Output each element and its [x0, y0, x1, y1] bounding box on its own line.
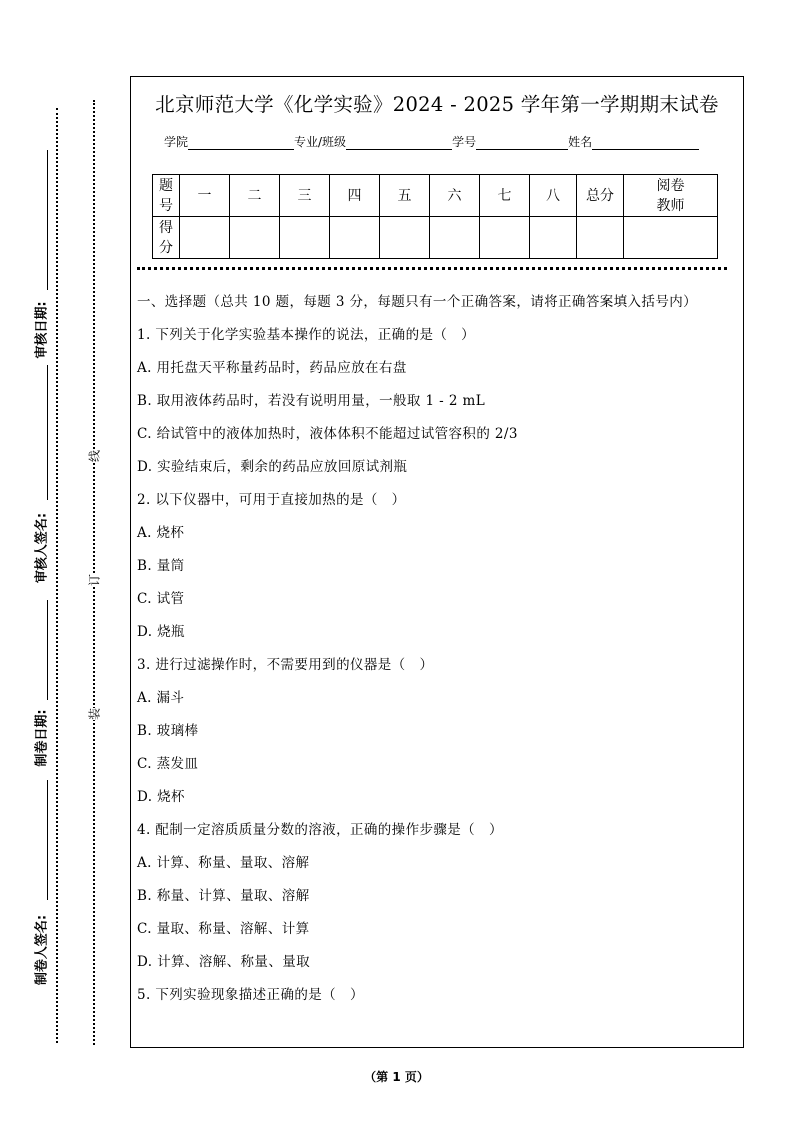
score-cell[interactable] [380, 217, 430, 259]
question-stem: 3. 进行过滤操作时，不需要用到的仪器是（ ） [137, 657, 434, 673]
question-stem: 2. 以下仪器中，可用于直接加热的是（ ） [137, 492, 406, 508]
student-info-line [164, 133, 699, 150]
column-total: 总分 [577, 175, 624, 217]
student-id-blank[interactable] [476, 136, 568, 150]
option: B. 量筒 [137, 558, 185, 574]
score-cell[interactable] [280, 217, 330, 259]
option: D. 烧瓶 [137, 624, 185, 640]
paper-date-line [47, 600, 48, 700]
score-row-header: 得 分 [153, 217, 180, 259]
option: D. 烧杯 [137, 789, 185, 805]
exam-paper-frame [130, 76, 744, 1048]
question-number-header: 题 号 [153, 175, 180, 217]
column-4: 四 [330, 175, 380, 217]
page-number: （第 1 页） [364, 1070, 429, 1084]
option: D. 计算、溶解、称量、量取 [137, 954, 311, 970]
header-separator [137, 267, 727, 270]
score-cell[interactable] [430, 217, 480, 259]
option: C. 给试管中的液体加热时，液体体积不能超过试管容积的 2/3 [137, 426, 518, 442]
column-7: 七 [480, 175, 530, 217]
score-cell[interactable] [330, 217, 380, 259]
score-table-score-row [153, 217, 718, 259]
column-3: 三 [280, 175, 330, 217]
reviewer-header: 阅卷 教师 [624, 175, 718, 217]
exam-title: 北京师范大学《化学实验》2024 - 2025 学年第一学期期末试卷 [155, 93, 719, 116]
option: C. 蒸发皿 [137, 756, 199, 772]
option: D. 实验结束后，剩余的药品应放回原试剂瓶 [137, 459, 408, 475]
student-id-label: 学号 [452, 135, 477, 149]
college-blank[interactable] [188, 136, 294, 150]
section-heading: 一、选择题（总共 10 题，每题 3 分，每题只有一个正确答案，请将正确答案填入括号内） [137, 294, 698, 310]
score-table-header-row [153, 175, 718, 217]
college-label: 学院 [164, 135, 189, 149]
option: B. 玻璃棒 [137, 723, 199, 739]
major-class-blank[interactable] [346, 136, 452, 150]
reviewer-signature-line [47, 365, 48, 500]
option: A. 计算、称量、量取、溶解 [137, 855, 310, 871]
column-5: 五 [380, 175, 430, 217]
option: A. 用托盘天平称量药品时，药品应放在右盘 [137, 360, 407, 376]
margin-dotted-line-right [93, 100, 95, 1045]
option: B. 称量、计算、量取、溶解 [137, 888, 310, 904]
paper-maker-signature-line [47, 780, 48, 900]
option: B. 取用液体药品时，若没有说明用量，一般取 1 - 2 mL [137, 393, 486, 409]
reviewer-signature-label: 审核人签名: [34, 512, 50, 584]
score-cell[interactable] [230, 217, 280, 259]
score-cell[interactable] [530, 217, 577, 259]
name-label: 姓名 [568, 135, 593, 149]
review-date-line [47, 150, 48, 290]
option: A. 烧杯 [137, 525, 185, 541]
score-cell[interactable] [180, 217, 230, 259]
option: A. 漏斗 [137, 690, 185, 706]
score-table [152, 174, 718, 259]
reviewer-cell[interactable] [624, 217, 718, 259]
score-cell[interactable] [480, 217, 530, 259]
question-stem: 4. 配制一定溶质质量分数的溶液，正确的操作步骤是（ ） [137, 822, 503, 838]
question-stem: 1. 下列关于化学实验基本操作的说法，正确的是（ ） [137, 327, 476, 343]
margin-dotted-line-left [56, 108, 58, 1043]
binding-word-bind: 装 [85, 708, 104, 720]
review-date-label: 审核日期: [34, 301, 50, 359]
exam-content [137, 291, 735, 1017]
paper-date-label: 制卷日期: [34, 709, 50, 767]
name-blank[interactable] [592, 136, 699, 150]
paper-maker-signature-label: 制卷人签名: [34, 914, 50, 986]
column-2: 二 [230, 175, 280, 217]
column-1: 一 [180, 175, 230, 217]
column-8: 八 [530, 175, 577, 217]
column-6: 六 [430, 175, 480, 217]
binding-word-line: 线 [85, 450, 104, 462]
option: C. 量取、称量、溶解、计算 [137, 921, 310, 937]
binding-word-staple: 订 [85, 574, 104, 586]
question-stem: 5. 下列实验现象描述正确的是（ ） [137, 987, 364, 1003]
option: C. 试管 [137, 591, 185, 607]
score-cell-total[interactable] [577, 217, 624, 259]
major-class-label: 专业/班级 [294, 135, 347, 149]
